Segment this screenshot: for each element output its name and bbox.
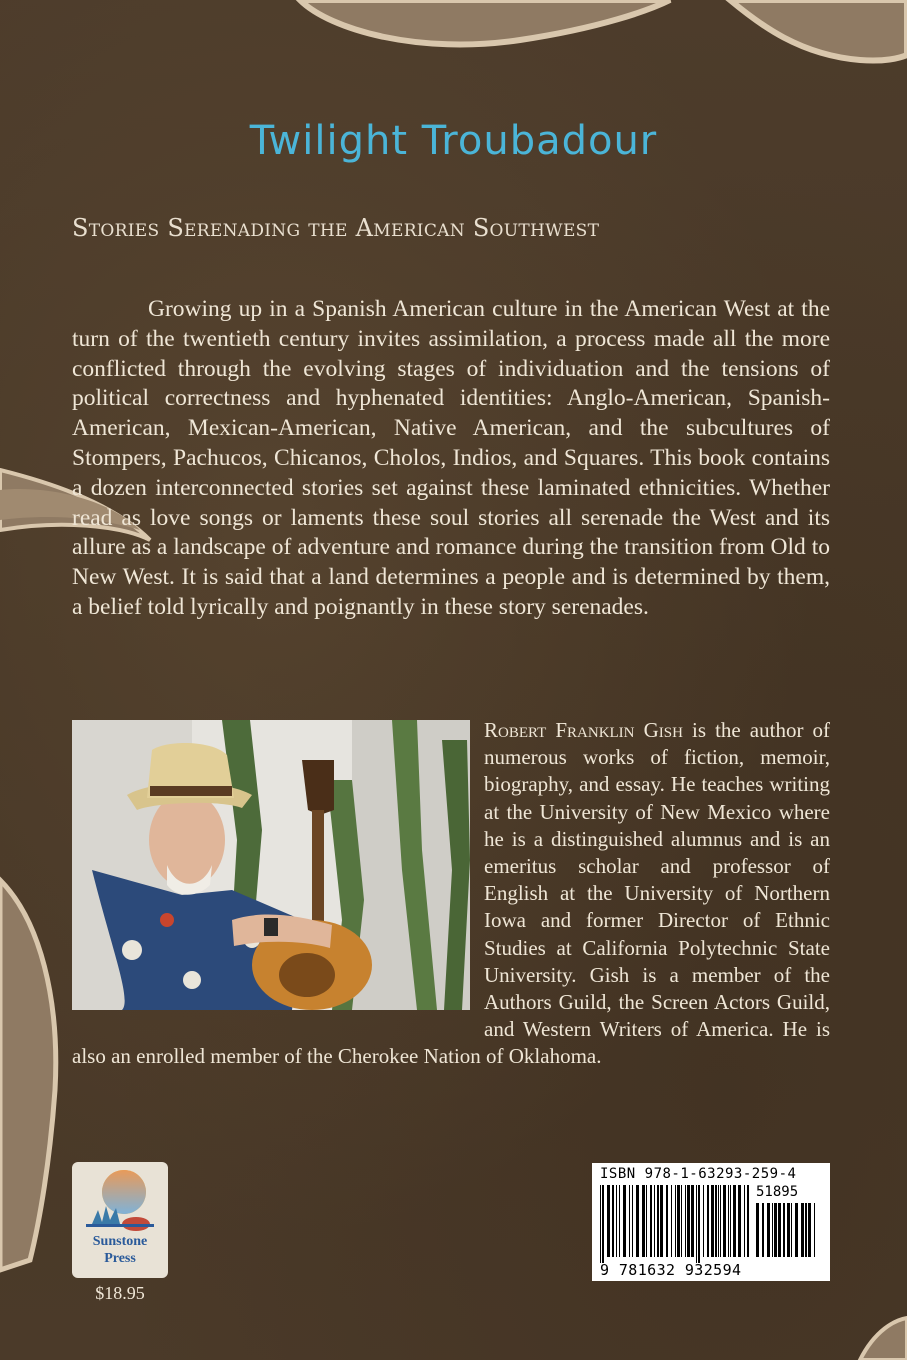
barcode-bar <box>607 1185 610 1257</box>
book-subtitle: Stories Serenading the American Southwest <box>72 214 600 242</box>
barcode-bar <box>642 1185 645 1257</box>
barcode-bar <box>698 1185 700 1263</box>
isbn-label: ISBN 978-1-63293-259-4 <box>600 1166 797 1182</box>
barcode-bar <box>671 1185 672 1257</box>
barcode-bar <box>801 1203 804 1257</box>
barcode-bar <box>657 1185 659 1257</box>
barcode-bar <box>728 1185 729 1257</box>
barcode-bar <box>787 1203 790 1257</box>
barcode-bar <box>654 1185 655 1257</box>
barcode-bar <box>687 1185 690 1257</box>
barcode-bar <box>612 1185 614 1257</box>
barcode-bar <box>814 1203 815 1257</box>
barcode-bar <box>747 1185 749 1257</box>
barcode-bar <box>733 1185 736 1257</box>
barcode-bar <box>707 1185 709 1257</box>
barcode-bar <box>744 1185 745 1257</box>
barcode-bar <box>666 1185 668 1257</box>
barcode-bar <box>681 1185 682 1257</box>
barcode-bar <box>772 1203 773 1257</box>
barcode-bar <box>632 1185 633 1257</box>
barcode-bar <box>696 1185 697 1263</box>
sunstone-press-logo <box>72 1162 168 1278</box>
barcode-bar <box>600 1185 601 1263</box>
barcode-bar <box>660 1185 663 1257</box>
addon-number: 51895 <box>756 1184 799 1200</box>
barcode-bar <box>619 1185 620 1257</box>
barcode-bar <box>730 1185 731 1257</box>
barcode-bar <box>783 1203 785 1257</box>
barcode-bar <box>718 1185 719 1257</box>
price: $18.95 <box>95 1283 145 1303</box>
barcode-bar <box>715 1185 717 1257</box>
barcode-bar <box>711 1185 714 1257</box>
publisher-line2: Press <box>104 1251 136 1266</box>
author-bio-text: is the author of numerous works of fiction, memoir, biography, and essay. He teaches writing at the University of New Mexico where he is a distinguished alumnus and is an emeritus scholar and professor of English at the University of Northern Iowa and former Director of Ethnic Studies at California Polytechnic State University. Gish is a member of the Authors Guild, the Screen Actors Guild, and Western Writers of America. He is also an enrolled member of the Cherokee Nation of Oklahoma. <box>72 718 830 1069</box>
book-blurb: Growing up in a Spanish American culture in the American West at the turn of the twentieth century invites assimilation, a process made all the more conflicted through the evolving stages of individuation and the tensions of political correctness and hyphenated identities: Anglo-American, Spanish-American, Mexican-American, Native American, and the subcultures of Stompers, Pachucos, Chicanos, Cholos, Indios, and Squares. This book contains a dozen interconnected stories set against these laminated ethnicities. Whether read as love songs or laments these soul stories all serenade the West and its allure as a landscape of adventure and romance during the transition from Old to New West. It is said that a land determines a people and is determined by them, a belief told lyrically and poignantly in these story serenades. <box>72 296 830 620</box>
barcode-bar <box>756 1203 759 1257</box>
barcode-bar <box>762 1203 764 1257</box>
barcode-bar <box>723 1185 726 1257</box>
addon-barcode-bars <box>756 1203 818 1263</box>
barcode-bar <box>650 1185 652 1257</box>
barcode-bar <box>808 1203 811 1257</box>
barcode-bar <box>703 1185 704 1257</box>
isbn-barcode <box>592 1163 830 1281</box>
barcode-digits: 9 781632 932594 <box>600 1261 742 1279</box>
barcode-bar <box>795 1203 798 1257</box>
barcode-bar <box>738 1185 741 1257</box>
barcode-bar <box>636 1185 639 1257</box>
barcode-bar <box>602 1185 604 1263</box>
author-name: Robert Franklin Gish <box>484 718 683 742</box>
barcode-bar <box>778 1203 781 1257</box>
barcode-bar <box>646 1185 647 1257</box>
barcode-bar <box>616 1185 617 1257</box>
author-bio <box>72 717 830 1071</box>
barcode-bar <box>629 1185 630 1257</box>
barcode-bar <box>691 1185 694 1257</box>
barcode-bar <box>805 1203 807 1257</box>
barcode-bar <box>791 1203 792 1257</box>
publisher-line1: Sunstone <box>92 1234 148 1249</box>
barcode-bar <box>675 1185 676 1257</box>
barcode-bar <box>720 1185 721 1257</box>
barcode-bar <box>685 1185 686 1257</box>
barcode-bar <box>677 1185 680 1257</box>
barcode-bars <box>600 1185 750 1263</box>
barcode-bar <box>774 1203 777 1257</box>
barcode-bar <box>767 1203 770 1257</box>
barcode-bar <box>623 1185 626 1257</box>
book-title: Twilight Troubadour <box>249 118 658 164</box>
